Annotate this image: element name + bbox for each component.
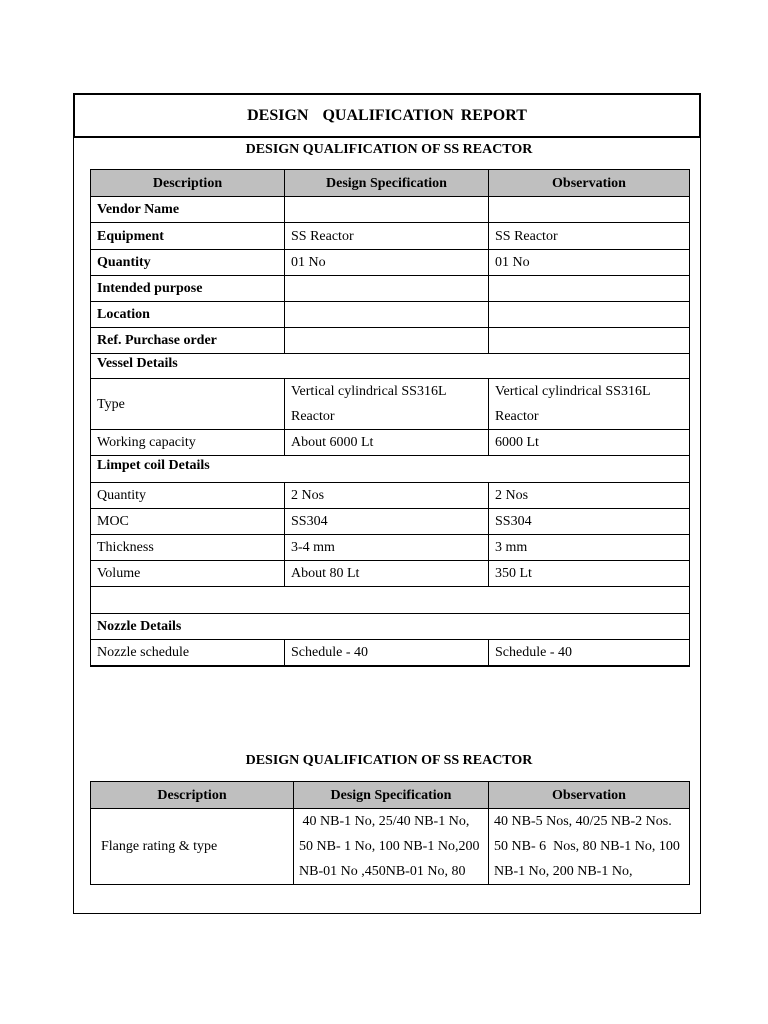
row-obs: 350 Lt [489,561,690,587]
row-spec: 01 No [285,250,489,276]
table-row [91,809,690,885]
obs-line: NB-1 No, 200 NB-1 No, [494,864,633,879]
table-header-row [91,782,690,809]
nozzle-details-heading: Nozzle Details [91,614,690,640]
row-desc: Volume [91,561,285,587]
row-desc: Thickness [91,535,285,561]
row-obs: 6000 Lt [489,430,690,456]
section-row-vessel [91,354,690,379]
spec-line: 40 NB-1 No, 25/40 NB-1 No, [299,814,470,829]
header-design-spec: Design Specification [285,170,489,197]
table-row [91,276,690,302]
section-heading-1: DESIGN QUALIFICATION OF SS REACTOR [245,142,533,157]
header-description: Description [91,782,294,809]
row-desc: Flange rating & type [91,809,294,885]
row-desc: Nozzle schedule [91,640,285,667]
obs-line: 50 NB- 6 Nos, 80 NB-1 No, 100 [494,839,680,854]
table-row [91,223,690,250]
row-desc: Location [91,302,285,328]
row-desc: Quantity [91,250,285,276]
row-obs [489,328,690,354]
obs-line: Reactor [495,409,539,424]
row-desc: Ref. Purchase order [91,328,285,354]
section-row-nozzle [91,614,690,640]
row-desc: Working capacity [91,430,285,456]
header-description: Description [91,170,285,197]
blank-row [91,587,690,614]
row-spec [285,379,489,430]
report-title [74,94,701,138]
row-spec: 2 Nos [285,483,489,509]
header-design-spec: Design Specification [294,782,489,809]
row-desc: Vendor Name [91,197,285,223]
row-desc: Quantity [91,483,285,509]
vessel-details-heading: Vessel Details [91,354,690,379]
section-row-limpet [91,456,690,483]
report-title-text: DESIGN QUALIFICATION REPORT [247,106,527,124]
table-row [91,197,690,223]
header-observation: Observation [489,170,690,197]
section-heading-2: DESIGN QUALIFICATION OF SS REACTOR [245,753,533,768]
row-spec: SS304 [285,509,489,535]
spec-line: 50 NB- 1 No, 100 NB-1 No,200 [299,839,480,854]
table-row [91,430,690,456]
row-desc: MOC [91,509,285,535]
row-spec [285,197,489,223]
row-obs: 2 Nos [489,483,690,509]
row-obs [489,276,690,302]
row-desc: Intended purpose [91,276,285,302]
spec-table-2 [90,781,690,885]
row-desc: Equipment [91,223,285,250]
header-observation: Observation [489,782,690,809]
row-spec: About 6000 Lt [285,430,489,456]
row-spec: 3-4 mm [285,535,489,561]
row-spec [285,302,489,328]
table-row [91,328,690,354]
row-spec [285,328,489,354]
row-spec [285,276,489,302]
table-row [91,250,690,276]
limpet-coil-heading: Limpet coil Details [91,456,690,483]
row-obs: SS304 [489,509,690,535]
row-obs: Schedule - 40 [489,640,690,667]
row-spec: Schedule - 40 [285,640,489,667]
table-row [91,535,690,561]
table-row [91,483,690,509]
table-row [91,640,690,667]
row-obs [489,197,690,223]
spec-line: Reactor [291,409,335,424]
row-spec: SS Reactor [285,223,489,250]
row-obs: SS Reactor [489,223,690,250]
row-obs [489,302,690,328]
spec-line: Vertical cylindrical SS316L [291,384,447,399]
row-spec: About 80 Lt [285,561,489,587]
table-row [91,561,690,587]
row-obs: 01 No [489,250,690,276]
spec-table-1 [90,169,690,667]
spec-line: NB-01 No ,450NB-01 No, 80 [299,864,466,879]
table-header-row [91,170,690,197]
row-obs [489,379,690,430]
obs-line: 40 NB-5 Nos, 40/25 NB-2 Nos. [494,814,672,829]
row-obs: 3 mm [489,535,690,561]
table-row [91,509,690,535]
row-desc: Type [91,379,285,430]
row-obs [489,809,690,885]
blank-cell [91,587,690,614]
obs-line: Vertical cylindrical SS316L [495,384,651,399]
table-row [91,379,690,430]
row-spec [294,809,489,885]
table-row [91,302,690,328]
